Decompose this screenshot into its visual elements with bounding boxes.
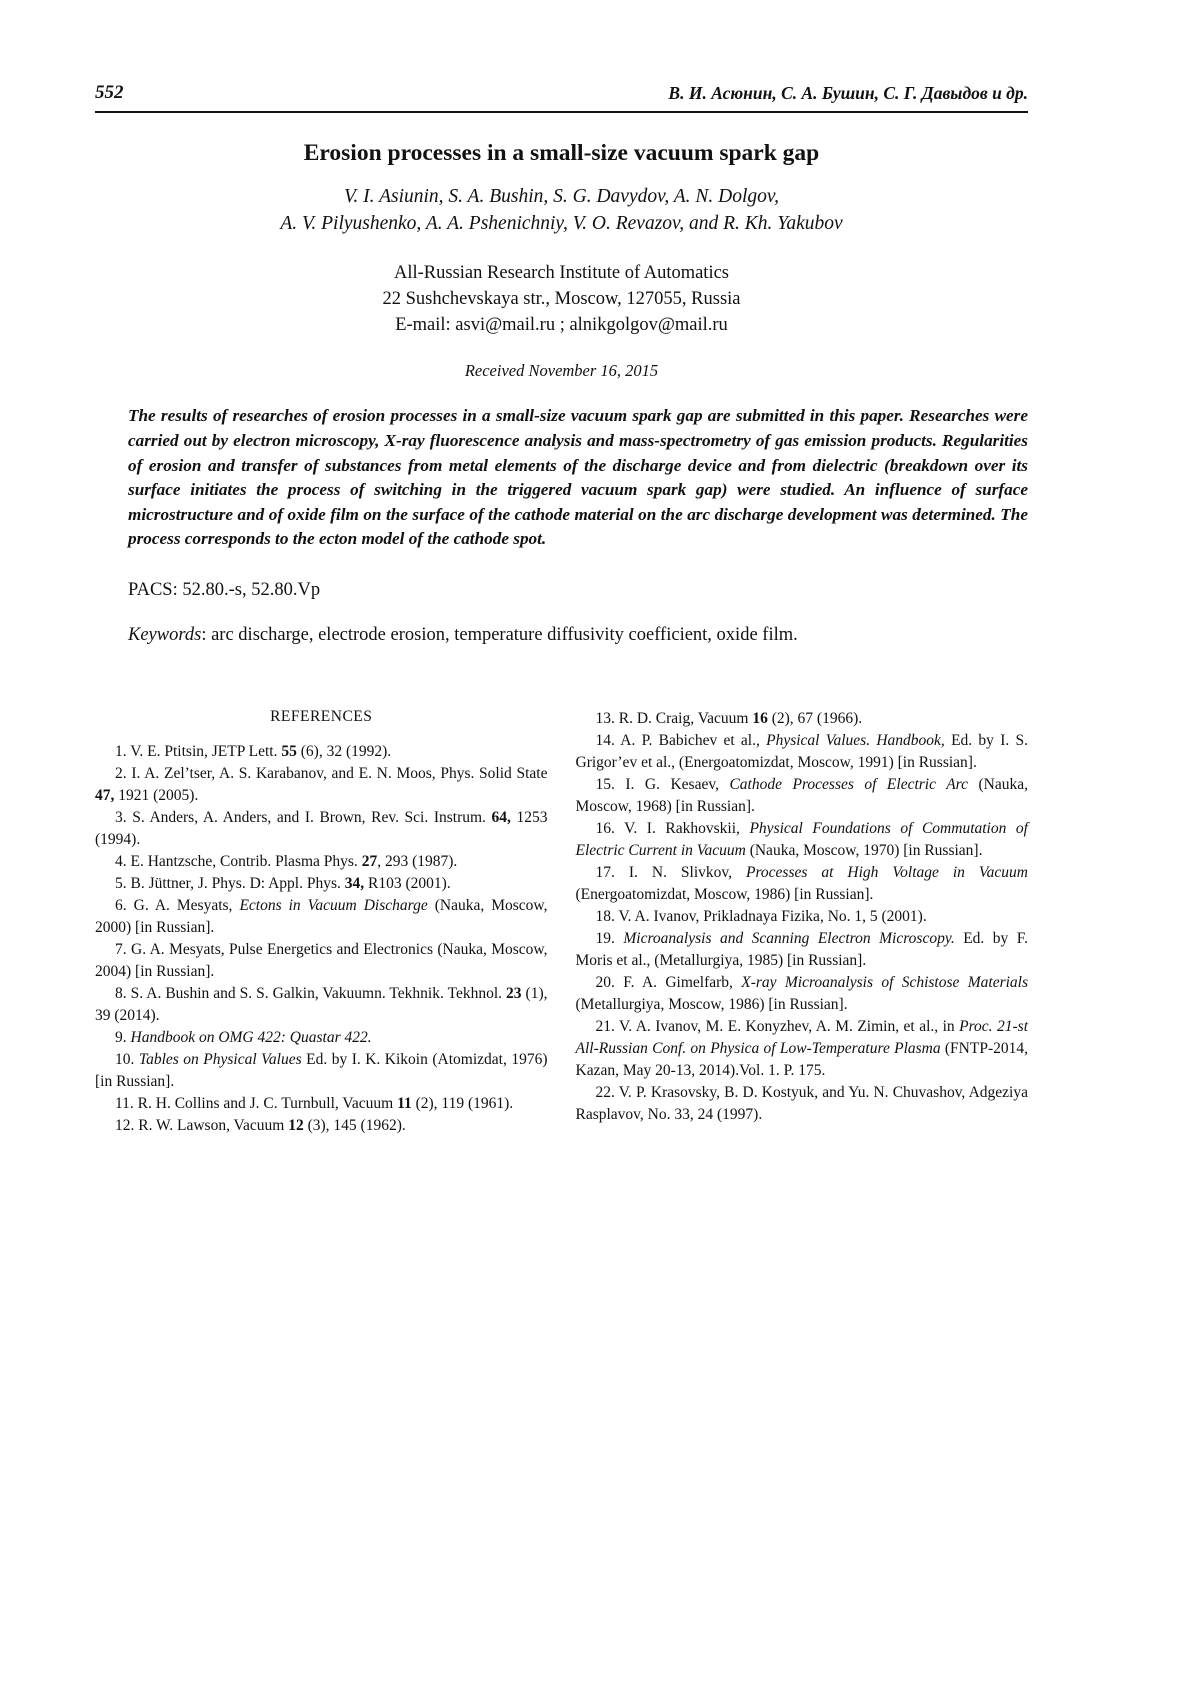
reference-segment: 20. F. A. Gimelfarb, xyxy=(595,974,742,992)
reference-segment: (2), 67 (1966). xyxy=(767,710,863,728)
reference-segment: (1), 39 (2014). xyxy=(95,985,548,1025)
reference-segment: 47, xyxy=(95,787,115,805)
reference-item xyxy=(95,1093,548,1115)
reference-segment: 17. I. N. Slivkov, xyxy=(595,864,746,882)
received-date: Received November 16, 2015 xyxy=(464,361,659,381)
reference-segment: Ed. by I. K. Kikoin (Atomizdat, 1976) [in Russian]. xyxy=(95,1051,548,1091)
reference-segment: 9. xyxy=(115,1029,131,1047)
reference-item xyxy=(95,851,548,873)
abstract-text: The results of researches of erosion processes in a small-size vacuum spark gap are submitted in this paper. Researches were carried out by electron microscopy, X-ray fluorescence analysis and mass-spectrometry of gas emission products. Regularities of erosion and transfer of substances from metal elements of the discharge device and from dielectric (breakdown over its surface initiates the process of switching in the triggered vacuum spark gap) were studied. An influence of surface microstructure and of oxide film on the surface of the cathode material on the arc discharge development was determined. The process corresponds to the ecton model of the cathode spot. xyxy=(128,406,1028,549)
reference-segment: 10. xyxy=(115,1051,139,1069)
reference-segment: (Nauka, Moscow, 2000) [in Russian]. xyxy=(95,897,548,937)
keywords-text: : arc discharge, electrode erosion, temperature diffusivity coefficient, oxide film. xyxy=(201,625,798,646)
reference-segment: (FNTP-2014, Kazan, May 20-13, 2014).Vol. 1. P. 175. xyxy=(575,1040,1028,1080)
reference-segment: 1921 (2005). xyxy=(114,787,199,805)
reference-segment: 21. V. A. Ivanov, M. E. Konyzhev, A. M. Zimin, et al., in xyxy=(595,1018,960,1036)
reference-segment: 12. R. W. Lawson, Vacuum xyxy=(115,1117,289,1135)
reference-item xyxy=(95,741,548,763)
reference-segment: X-ray Microanalysis of Schistose Materials xyxy=(741,974,1028,992)
reference-segment: 1. V. E. Ptitsin, JETP Lett. xyxy=(115,743,282,761)
reference-segment: 5. B. Jüttner, J. Phys. D: Appl. Phys. xyxy=(115,875,345,893)
reference-segment: 11. R. H. Collins and J. C. Turnbull, Vacuum xyxy=(115,1095,398,1113)
reference-segment: (Nauka, Moscow, 1970) [in Russian]. xyxy=(745,842,983,860)
reference-segment: 16. V. I. Rakhovskii, xyxy=(595,820,750,838)
reference-segment: 55 xyxy=(281,743,297,761)
reference-segment: 23 xyxy=(506,985,522,1003)
reference-segment: (Nauka, Moscow, 1968) [in Russian]. xyxy=(575,776,1028,816)
reference-item xyxy=(576,906,1029,928)
reference-segment: Physical Values. Handbook, xyxy=(766,732,945,750)
reference-item xyxy=(576,818,1029,862)
reference-segment: Cathode Processes of Electric Arc xyxy=(729,776,969,794)
reference-segment: 13. R. D. Craig, Vacuum xyxy=(595,710,753,728)
affiliation-institute: All-Russian Research Institute of Automatics xyxy=(394,262,729,283)
reference-item xyxy=(95,873,548,895)
reference-segment: (3), 145 (1962). xyxy=(303,1117,406,1135)
references-heading: REFERENCES xyxy=(270,708,373,726)
reference-item xyxy=(576,730,1029,774)
keywords-label: Keywords xyxy=(128,625,202,646)
reference-segment: Proc. 21-st All-Russian Conf. on Physica of Low-Temperature Plasma xyxy=(575,1018,1028,1058)
reference-segment: 18. V. A. Ivanov, Prikladnaya Fizika, No. 1, 5 (2001). xyxy=(595,908,927,926)
running-head: В. И. Асюнин, С. А. Бушин, С. Г. Давыдов и др. xyxy=(668,83,1028,103)
page-number: 552 xyxy=(95,82,124,103)
reference-item xyxy=(95,895,548,939)
reference-segment: 15. I. G. Kesaev, xyxy=(595,776,730,794)
reference-item xyxy=(95,763,548,807)
authors-line-1: V. I. Asiunin, S. A. Bushin, S. G. Davydov, A. N. Dolgov, xyxy=(344,186,779,207)
reference-segment: (6), 32 (1992). xyxy=(296,743,392,761)
references-column-right xyxy=(576,708,1029,1137)
reference-item xyxy=(576,862,1029,906)
reference-segment: Ed. by I. S. Grigor’ev et al., (Energoatomizdat, Moscow, 1991) [in Russian]. xyxy=(575,732,1028,772)
reference-segment: 16 xyxy=(752,710,768,728)
reference-segment: 19. xyxy=(595,930,624,948)
reference-segment: (Energoatomizdat, Moscow, 1986) [in Russian]. xyxy=(575,886,874,904)
reference-item xyxy=(95,1027,548,1049)
reference-segment: R103 (2001). xyxy=(364,875,451,893)
reference-segment: 34, xyxy=(344,875,365,893)
references-list-left xyxy=(95,741,548,1137)
affiliation-email: E-mail: asvi@mail.ru ; alnikgolgov@mail.ru xyxy=(395,314,728,335)
reference-segment: 22. V. P. Krasovsky, B. D. Kostyuk, and Yu. N. Chuvashov, Adgeziya Rasplavov, No. 33, 24 (1997). xyxy=(575,1084,1028,1124)
reference-segment: 27 xyxy=(361,853,378,871)
reference-segment: Tables on Physical Values xyxy=(138,1051,302,1069)
reference-segment: Ectons in Vacuum Discharge xyxy=(239,897,428,915)
reference-segment: 11 xyxy=(397,1095,412,1113)
affiliation-address: 22 Sushchevskaya str., Moscow, 127055, Russia xyxy=(382,288,741,309)
reference-item xyxy=(576,774,1029,818)
reference-segment: Handbook on OMG 422: Quastar 422. xyxy=(130,1029,372,1047)
reference-segment: 14. A. P. Babichev et al., xyxy=(595,732,767,750)
reference-segment: 3. S. Anders, A. Anders, and I. Brown, Rev. Sci. Instrum. xyxy=(115,809,492,827)
reference-segment: Processes at High Voltage in Vacuum xyxy=(746,864,1028,882)
reference-segment: (Metallurgiya, Moscow, 1986) [in Russian]. xyxy=(575,996,848,1014)
reference-segment: Microanalysis and Scanning Electron Microscopy. xyxy=(623,930,955,948)
pacs-line: PACS: 52.80.-s, 52.80.Vp xyxy=(128,580,321,601)
authors-line-2: A. V. Pilyushenko, A. A. Pshenichniy, V. O. Revazov, and R. Kh. Yakubov xyxy=(280,212,843,234)
reference-item xyxy=(576,708,1029,730)
reference-item xyxy=(576,928,1029,972)
reference-segment: 12 xyxy=(288,1117,304,1135)
reference-item xyxy=(576,1082,1029,1126)
keywords-line xyxy=(128,625,1028,646)
reference-item xyxy=(576,972,1029,1016)
references-column-left xyxy=(95,708,548,1137)
references-list-right xyxy=(576,708,1029,1126)
reference-item xyxy=(95,1115,548,1137)
reference-segment: 7. G. A. Mesyats, Pulse Energetics and Electronics (Nauka, Moscow, 2004) [in Russian]. xyxy=(95,941,548,981)
reference-segment: 8. S. A. Bushin and S. S. Galkin, Vakuumn. Tekhnik. Tekhnol. xyxy=(115,985,507,1003)
reference-segment: (2), 119 (1961). xyxy=(411,1095,514,1113)
reference-item xyxy=(95,807,548,851)
reference-segment: 2. I. A. Zel’tser, A. S. Karabanov, and E. N. Moos, Phys. Solid State xyxy=(115,765,548,783)
reference-item xyxy=(576,1016,1029,1082)
article-title: Erosion processes in a small-size vacuum spark gap xyxy=(303,140,820,166)
reference-item xyxy=(95,939,548,983)
reference-item xyxy=(95,1049,548,1093)
reference-segment: Ed. by F. Moris et al., (Metallurgiya, 1985) [in Russian]. xyxy=(575,930,1028,970)
reference-segment: 64, xyxy=(491,809,511,827)
affiliation-block xyxy=(95,261,1028,339)
reference-segment: 6. G. A. Mesyats, xyxy=(115,897,240,915)
references-section xyxy=(95,708,1028,1137)
reference-segment: 1253 (1994). xyxy=(95,809,548,849)
reference-segment: , 293 (1987). xyxy=(377,853,458,871)
reference-segment: Physical Foundations of Commutation of Electric Current in Vacuum xyxy=(575,820,1028,860)
reference-item xyxy=(95,983,548,1027)
page-header xyxy=(95,82,1028,113)
reference-segment: 4. E. Hantzsche, Contrib. Plasma Phys. xyxy=(115,853,362,871)
